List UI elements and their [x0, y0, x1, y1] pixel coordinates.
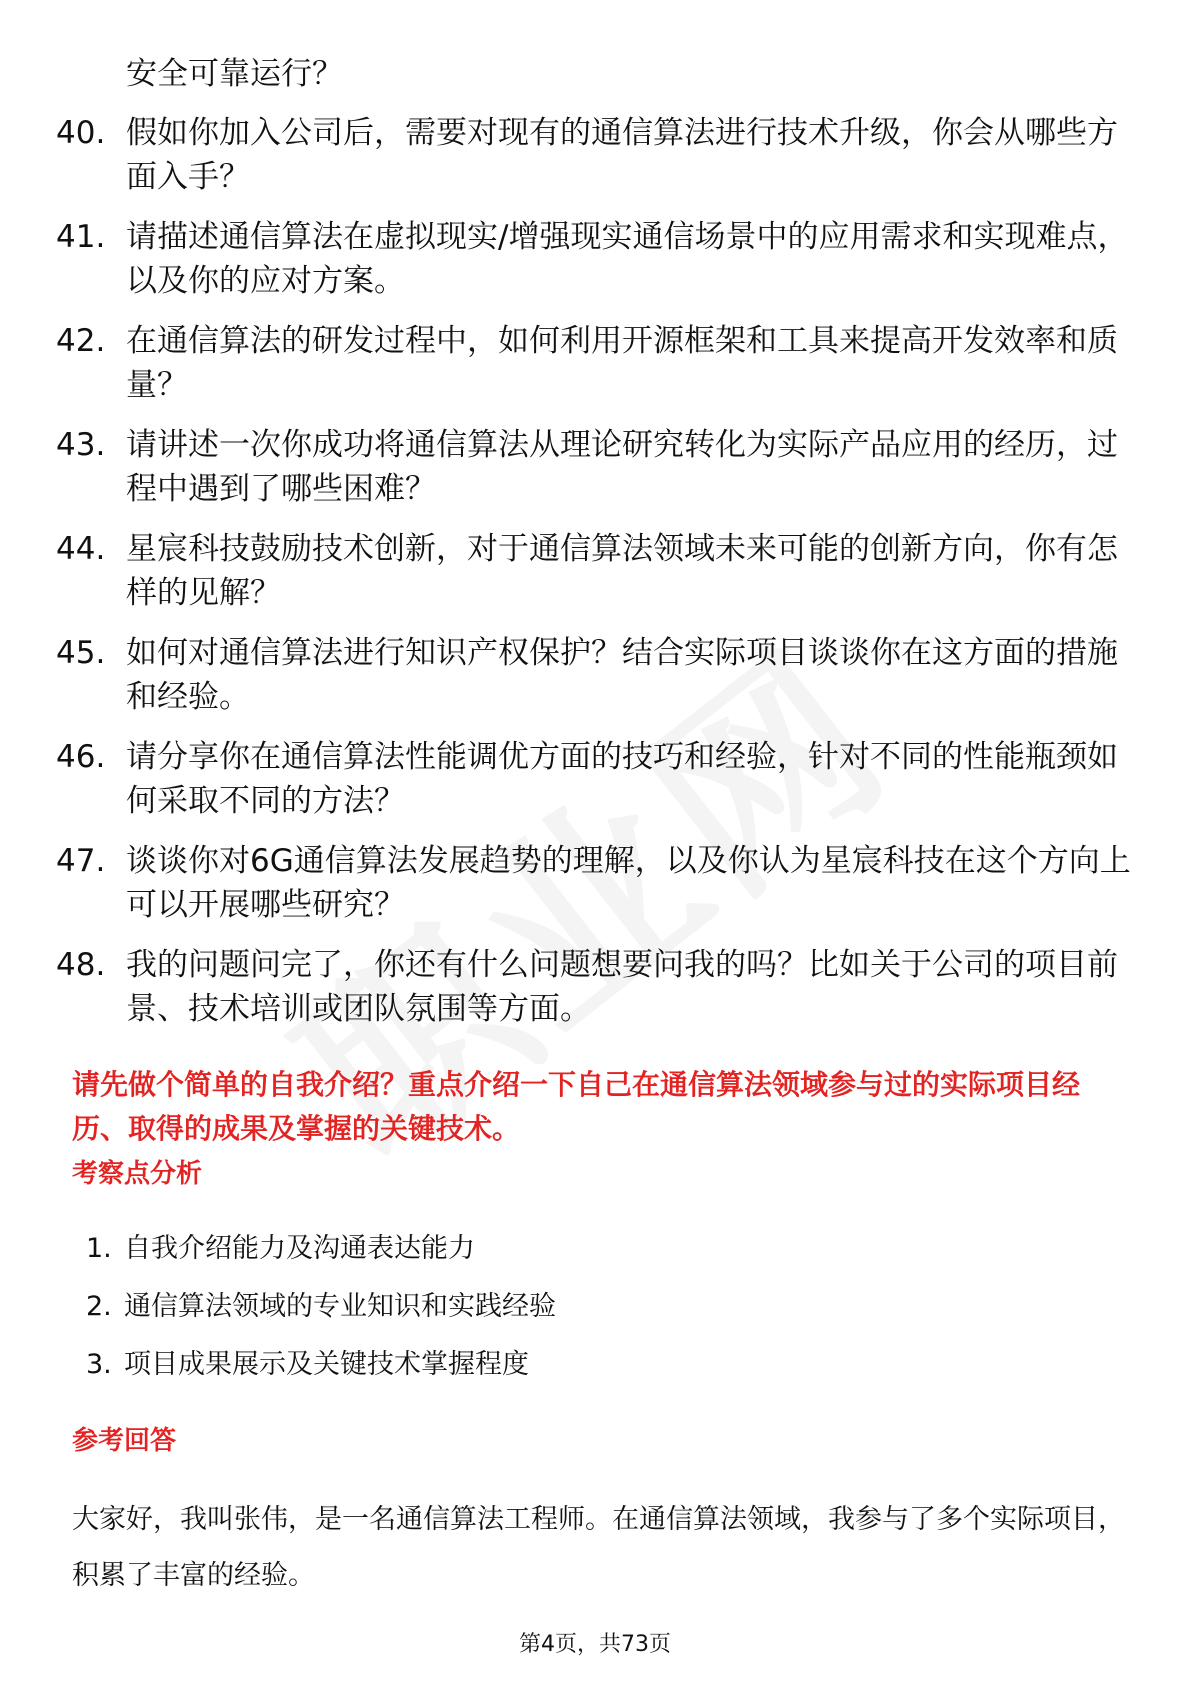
question-number: 44.: [56, 531, 106, 567]
question-text: 请分享你在通信算法性能调优方面的技巧和经验，针对不同的性能瓶颈如何采取不同的方法？: [126, 739, 1118, 819]
list-item: [56, 943, 1136, 1031]
list-item: [56, 423, 1136, 511]
question-text: 我的问题问完了，你还有什么问题想要问我的吗？比如关于公司的项目前景、技术培训或团队氛围等方面。: [126, 947, 1118, 1027]
question-number: 43.: [56, 427, 106, 463]
list-item: [56, 319, 1136, 407]
reference-heading: 参考回答: [72, 1426, 177, 1456]
question-text: 请讲述一次你成功将通信算法从理论研究转化为实际产品应用的经历，过程中遇到了哪些困难？: [126, 427, 1118, 507]
question-text: 如何对通信算法进行知识产权保护？结合实际项目谈谈你在这方面的措施和经验。: [126, 635, 1118, 715]
list-item: [56, 631, 1136, 719]
analysis-heading: 考察点分析: [72, 1159, 203, 1189]
question-number: 45.: [56, 635, 106, 671]
list-item: [56, 215, 1136, 303]
question-text: 星宸科技鼓励技术创新，对于通信算法领域未来可能的创新方向，你有怎样的见解？: [126, 531, 1118, 611]
list-item: [56, 527, 1136, 615]
point-number: 1.: [86, 1233, 112, 1264]
point-text: 通信算法领域的专业知识和实践经验: [124, 1291, 556, 1322]
continued-question-text: 安全可靠运行？: [126, 56, 343, 92]
highlight-question: 请先做个简单的自我介绍？重点介绍一下自己在通信算法领域参与过的实际项目经历、取得的成果及掌握的关键技术。: [72, 1068, 1081, 1145]
question-number: 41.: [56, 219, 106, 255]
list-item: [56, 111, 1136, 199]
point-number: 3.: [86, 1349, 112, 1380]
list-item: [56, 839, 1136, 927]
point-text: 项目成果展示及关键技术掌握程度: [124, 1349, 529, 1380]
reference-answer: 大家好，我叫张伟，是一名通信算法工程师。在通信算法领域，我参与了多个实际项目，积累了丰富的经验。: [72, 1504, 1125, 1591]
list-item: [86, 1230, 556, 1288]
list-item: [86, 1288, 556, 1346]
question-number: 40.: [56, 115, 106, 151]
list-item: [56, 735, 1136, 823]
question-list: [56, 111, 1136, 1047]
question-text: 在通信算法的研发过程中，如何利用开源框架和工具来提高开发效率和质量？: [126, 323, 1118, 403]
question-number: 48.: [56, 947, 106, 983]
question-text: 假如你加入公司后，需要对现有的通信算法进行技术升级，你会从哪些方面入手？: [126, 115, 1118, 195]
question-text: 请描述通信算法在虚拟现实/增强现实通信场景中的应用需求和实现难点，以及你的应对方案。: [126, 219, 1129, 299]
question-text: 谈谈你对6G通信算法发展趋势的理解，以及你认为星宸科技在这个方向上可以开展哪些研究？: [126, 843, 1131, 923]
point-number: 2.: [86, 1291, 112, 1322]
question-number: 47.: [56, 843, 106, 879]
list-item: [86, 1346, 556, 1404]
question-number: 46.: [56, 739, 106, 775]
page-footer: 第4页，共73页: [519, 1632, 671, 1657]
point-text: 自我介绍能力及沟通表达能力: [124, 1233, 475, 1264]
analysis-points: [86, 1230, 556, 1404]
question-number: 42.: [56, 323, 106, 359]
